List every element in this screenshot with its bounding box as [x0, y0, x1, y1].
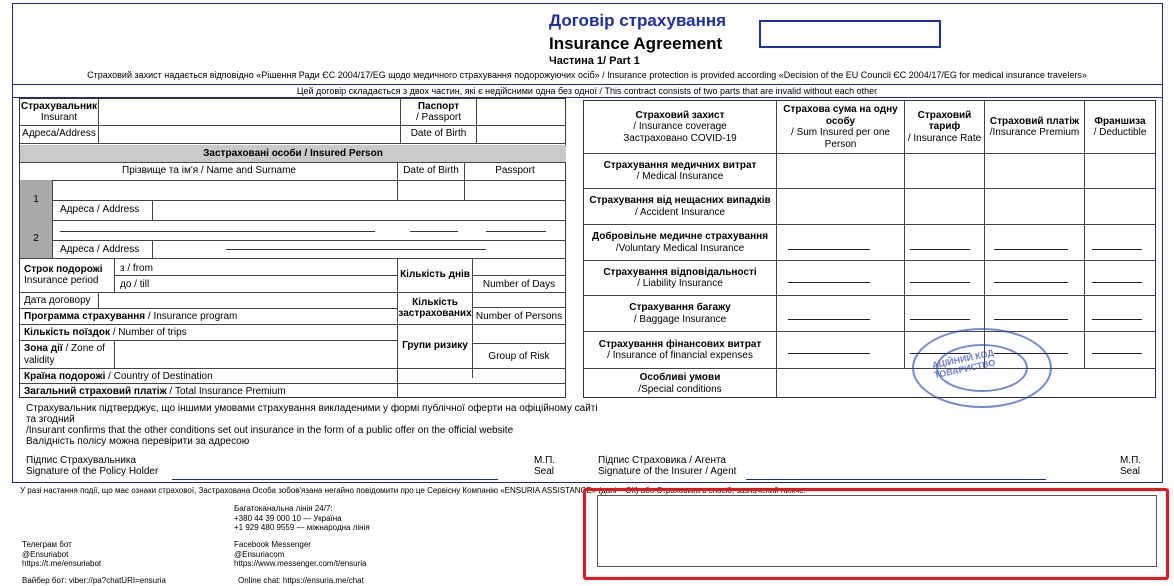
- coverage-row-0-ua: Страхування медичних витрат: [603, 159, 757, 171]
- coverage-value-line: [910, 282, 970, 283]
- hotline-block: [234, 504, 370, 533]
- divider: [472, 275, 566, 276]
- coverage-header-0-extra: Застраховано COVID-19: [623, 132, 737, 144]
- zone-en: / Zone of validity: [24, 343, 105, 366]
- coverage-header-2: [905, 102, 984, 152]
- coverage-row-3-ua: Страхування відповідальності: [603, 266, 757, 278]
- divider: [397, 162, 398, 180]
- period-ua: Строк подорожі: [24, 263, 103, 275]
- coverage-value-line: [788, 319, 870, 320]
- col-passport: [464, 162, 566, 180]
- coverage-header-1-ua: Страхова сума на одну особу: [783, 104, 898, 127]
- coverage-header-2-ua: Страховий тариф: [917, 109, 972, 133]
- person-2-number-text: 2: [33, 233, 39, 245]
- premium-en: / Total Insurance Premium: [166, 386, 286, 397]
- trips-ua: Кількість поїздок: [24, 327, 110, 338]
- program-en: / Insurance program: [145, 311, 238, 322]
- coverage-header-1: [777, 102, 904, 152]
- coverage-row-6-ua: Особливі умови: [639, 372, 721, 383]
- coverage-row-5-ua: Страхування фінансових витрат: [598, 338, 762, 350]
- person-2-address-label: [60, 241, 150, 258]
- coverage-value-line: [1092, 353, 1142, 354]
- coverage-header-4-en: / Deductible: [1093, 127, 1147, 138]
- part-label: Частина 1/ Part 1: [549, 55, 640, 67]
- holder-signature-ua: Підпис Страхувальника: [26, 455, 137, 466]
- coverage-header-0: [584, 102, 776, 152]
- till-label: до / till: [120, 279, 150, 290]
- holder-seal: Seal: [534, 466, 555, 477]
- country-label: [24, 371, 213, 383]
- address-label: [20, 125, 98, 143]
- period-en: Insurance period: [24, 275, 99, 286]
- telegram-title: Телеграм бот: [22, 540, 72, 549]
- coverage-value-line: [788, 353, 870, 354]
- person-2-dob-field[interactable]: [410, 226, 458, 232]
- passport-label: [401, 99, 476, 125]
- person-1-address-text: Адреса / Address: [60, 204, 140, 216]
- policy-holder-ua: Страхувальник: [20, 100, 98, 112]
- days-label: [398, 260, 472, 290]
- days-en: Number of Days: [482, 279, 556, 290]
- zone-label: [24, 343, 134, 366]
- divider: [20, 258, 566, 259]
- confirm-line-2: та згодний: [26, 414, 75, 425]
- program-ua: Программа страхування: [24, 311, 146, 322]
- col-name: [20, 162, 398, 180]
- persons-ua: Кількість застрахованих: [398, 296, 472, 319]
- coverage-row-4: [584, 296, 776, 331]
- program-label: [24, 311, 237, 323]
- eu-notice: Страховий захист надається відповідно «Рішення Ради ЄС 2004/17/EG щодо медичного страхування подорожуючих осіб» / Insurance protection is provided according «Decision of the EU Council ЄС 2004/17/EG for medical insurance travelers»: [87, 70, 1087, 80]
- coverage-row-4-ua: Страхування багажу: [629, 302, 731, 313]
- country-ua: Країна подорожі: [24, 371, 106, 382]
- coverage-row-6: [584, 369, 776, 398]
- holder-signature-en: Signature of the Policy Holder: [26, 466, 159, 477]
- divider: [476, 99, 477, 143]
- policy-holder-label: [20, 99, 98, 125]
- title-ua: Договір страхування: [549, 11, 727, 30]
- divider: [20, 308, 397, 309]
- coverage-row-1-en: / Accident Insurance: [634, 206, 726, 218]
- insured-header: [20, 145, 566, 162]
- hotline-title: Багатоканальна лінія 24/7:: [234, 504, 333, 513]
- divider: [98, 292, 99, 308]
- coverage-value-line: [910, 319, 970, 320]
- stamp-text: АЦІЙНИЙ КОД ТОВАРИСТВО: [931, 347, 997, 381]
- coverage-row-2-ua: Добровільне медичне страхування: [591, 231, 769, 242]
- coverage-value-line: [1092, 249, 1142, 250]
- insurer-seal: Seal: [1120, 466, 1141, 477]
- facebook-title: Facebook Messenger: [234, 540, 311, 549]
- divider: [114, 340, 115, 368]
- divider: [20, 143, 566, 144]
- coverage-row-0: [584, 154, 776, 188]
- coverage-header-4-ua: Франшиза: [1094, 115, 1146, 127]
- persons-en: Number of Persons: [475, 311, 563, 322]
- divider: [20, 324, 566, 325]
- insurer-mp: М.П.: [1120, 455, 1142, 466]
- passport-ua: Паспорт: [417, 100, 460, 112]
- telegram-link[interactable]: https://t.me/ensuriabot: [22, 559, 102, 569]
- groups-en: Group of Risk: [488, 351, 550, 362]
- confirm-line-1: Страхувальник підтверджує, що іншими умовами страхування викладеними у формі публічної оферти на офіційному сайті: [26, 403, 598, 414]
- coverage-row-1-ua: Страхування від нещасних випадків: [589, 195, 771, 206]
- coverage-row-6-en: /Special conditions: [638, 383, 722, 395]
- person-2-passport-field[interactable]: [486, 226, 546, 232]
- coverage-row-2-en: /Voluntary Medical Insurance: [615, 242, 745, 254]
- separator: [12, 84, 1163, 85]
- divider: [472, 343, 566, 344]
- person-2-address-text: Адреса / Address: [60, 243, 140, 255]
- coverage-row-5-en: / Insurance of financial expenses: [607, 350, 753, 361]
- divider: [20, 125, 566, 126]
- coverage-header-4: [1085, 102, 1155, 152]
- holder-mp: М.П.: [534, 455, 556, 466]
- person-1-address-label: [60, 201, 150, 219]
- divider: [114, 275, 397, 276]
- zone-ua: Зона дії: [24, 343, 63, 354]
- coverage-row-0-en: / Medical Insurance: [636, 171, 724, 182]
- insurer-signature-en: Signature of the Insurer / Agent: [598, 466, 737, 477]
- coverage-row-2: [584, 225, 776, 260]
- divider: [397, 180, 398, 200]
- policy-number-box: [759, 20, 941, 48]
- policy-holder-en: Insurant: [40, 112, 78, 123]
- trips-en: / Number of trips: [109, 327, 187, 338]
- facebook-block: [234, 540, 367, 569]
- divider: [20, 180, 566, 181]
- from-label: з / from: [120, 263, 153, 274]
- insured-header-text: Застраховані особи / Insured Person: [203, 147, 383, 159]
- coverage-value-line: [994, 319, 1068, 320]
- confirm-line-3: /Insurant confirms that the other conditions set out insurance in the form of a public offer on the official website: [26, 425, 514, 436]
- divider: [152, 240, 153, 258]
- days-ua: Кількість днів: [400, 269, 470, 281]
- insurer-signature-line[interactable]: [746, 479, 1046, 480]
- online-chat-link[interactable]: Online chat: https://ensuria.me/chat: [238, 576, 364, 585]
- coverage-header-3-ua: Страховий платіж: [989, 115, 1080, 127]
- period-label: [24, 260, 112, 290]
- address-text: Адреса/Address: [22, 128, 96, 140]
- person-1-number-text: 1: [33, 194, 39, 206]
- coverage-value-line: [788, 282, 870, 283]
- coverage-value-line: [788, 249, 870, 250]
- title-en: Insurance Agreement: [549, 34, 723, 53]
- person-2-name-field[interactable]: [60, 226, 375, 232]
- coverage-header-3-en: /Insurance Premium: [989, 127, 1080, 138]
- hotline-ua: +380 44 39 000 10 — Україна: [234, 513, 342, 523]
- telegram-handle: @Ensuriabot: [22, 549, 69, 559]
- divider: [52, 220, 53, 258]
- coverage-value-line: [910, 249, 970, 250]
- groups-label: [398, 330, 472, 362]
- coverage-value-line: [1092, 319, 1142, 320]
- hotline-int: +1 929 480 9559 — міжнародна лінія: [234, 523, 370, 533]
- coverage-value-line: [994, 282, 1068, 283]
- col-passport-text: Passport: [495, 165, 535, 177]
- divider: [464, 162, 465, 180]
- person-2-number: [20, 220, 52, 258]
- person-1-number: [20, 180, 52, 220]
- divider: [20, 383, 566, 384]
- col-dob: [398, 162, 464, 180]
- country-en: / Country of Destination: [105, 371, 213, 382]
- parts-note: Цей договір складається з двох частин, які є недійсними одна без одної / This contract consists of two parts that are invalid without each other: [296, 86, 878, 96]
- coverage-row-4-en: / Baggage Insurance: [633, 313, 727, 325]
- groups-ua: Групи ризику: [402, 340, 468, 352]
- persons-label: [398, 294, 472, 322]
- coverage-value-line: [994, 249, 1068, 250]
- contract-date-label: Дата договору: [24, 295, 91, 306]
- coverage-header-2-en: / Insurance Rate: [907, 132, 982, 144]
- coverage-row-5: [584, 332, 776, 368]
- highlight-inner-box: [597, 495, 1157, 567]
- holder-signature-line[interactable]: [172, 479, 498, 480]
- insurer-signature-ua: Підпис Страховика / Агента: [598, 455, 726, 466]
- coverage-header-0-ua: Страховий захист: [635, 109, 725, 121]
- coverage-row-3-en: / Liability Insurance: [637, 278, 723, 289]
- dob-text: Date of Birth: [410, 128, 467, 140]
- facebook-handle: @Ensuriacom: [234, 549, 285, 559]
- coverage-header-3: [985, 102, 1084, 152]
- col-name-text: Прізвище та ім'я / Name and Surname: [122, 165, 296, 177]
- trips-label: [24, 327, 187, 339]
- passport-en: / Passport: [415, 112, 462, 123]
- premium-label: [24, 386, 286, 398]
- divider: [20, 340, 397, 341]
- dob-label: [401, 125, 476, 143]
- divider: [472, 307, 566, 308]
- divider: [98, 99, 99, 143]
- telegram-block: [22, 540, 101, 569]
- divider: [20, 292, 566, 293]
- facebook-link[interactable]: https://www.messenger.com/t/ensuria: [234, 559, 367, 569]
- coverage-row-3: [584, 261, 776, 295]
- event-notice: У разі настання події, що має ознаки страхової, Застрахована Особа зобов'язана негайно повідомити про це Сервісну Компанію «ENSURIA ASSISTANCE» (далі – СК) або Страховика в спосіб, зазначений нижче:: [20, 486, 806, 495]
- divider: [464, 180, 465, 200]
- coverage-value-line: [1092, 282, 1142, 283]
- coverage-header-1-en: / Sum Insured per one Person: [791, 127, 890, 150]
- divider: [152, 200, 153, 220]
- person-2-address-field[interactable]: [226, 244, 486, 250]
- confirm-line-4: Валідність полісу можна перевірити за адресою: [26, 436, 250, 447]
- viber-link[interactable]: Вайбер бот: viber://pa?chatURI=ensuria: [22, 576, 166, 585]
- divider: [20, 220, 566, 221]
- col-dob-text: Date of Birth: [403, 165, 459, 177]
- premium-ua: Загальний страховий платіж: [24, 386, 167, 397]
- divider: [20, 368, 566, 369]
- coverage-header-0-en: / Insurance coverage: [633, 121, 727, 133]
- coverage-row-1: [584, 189, 776, 224]
